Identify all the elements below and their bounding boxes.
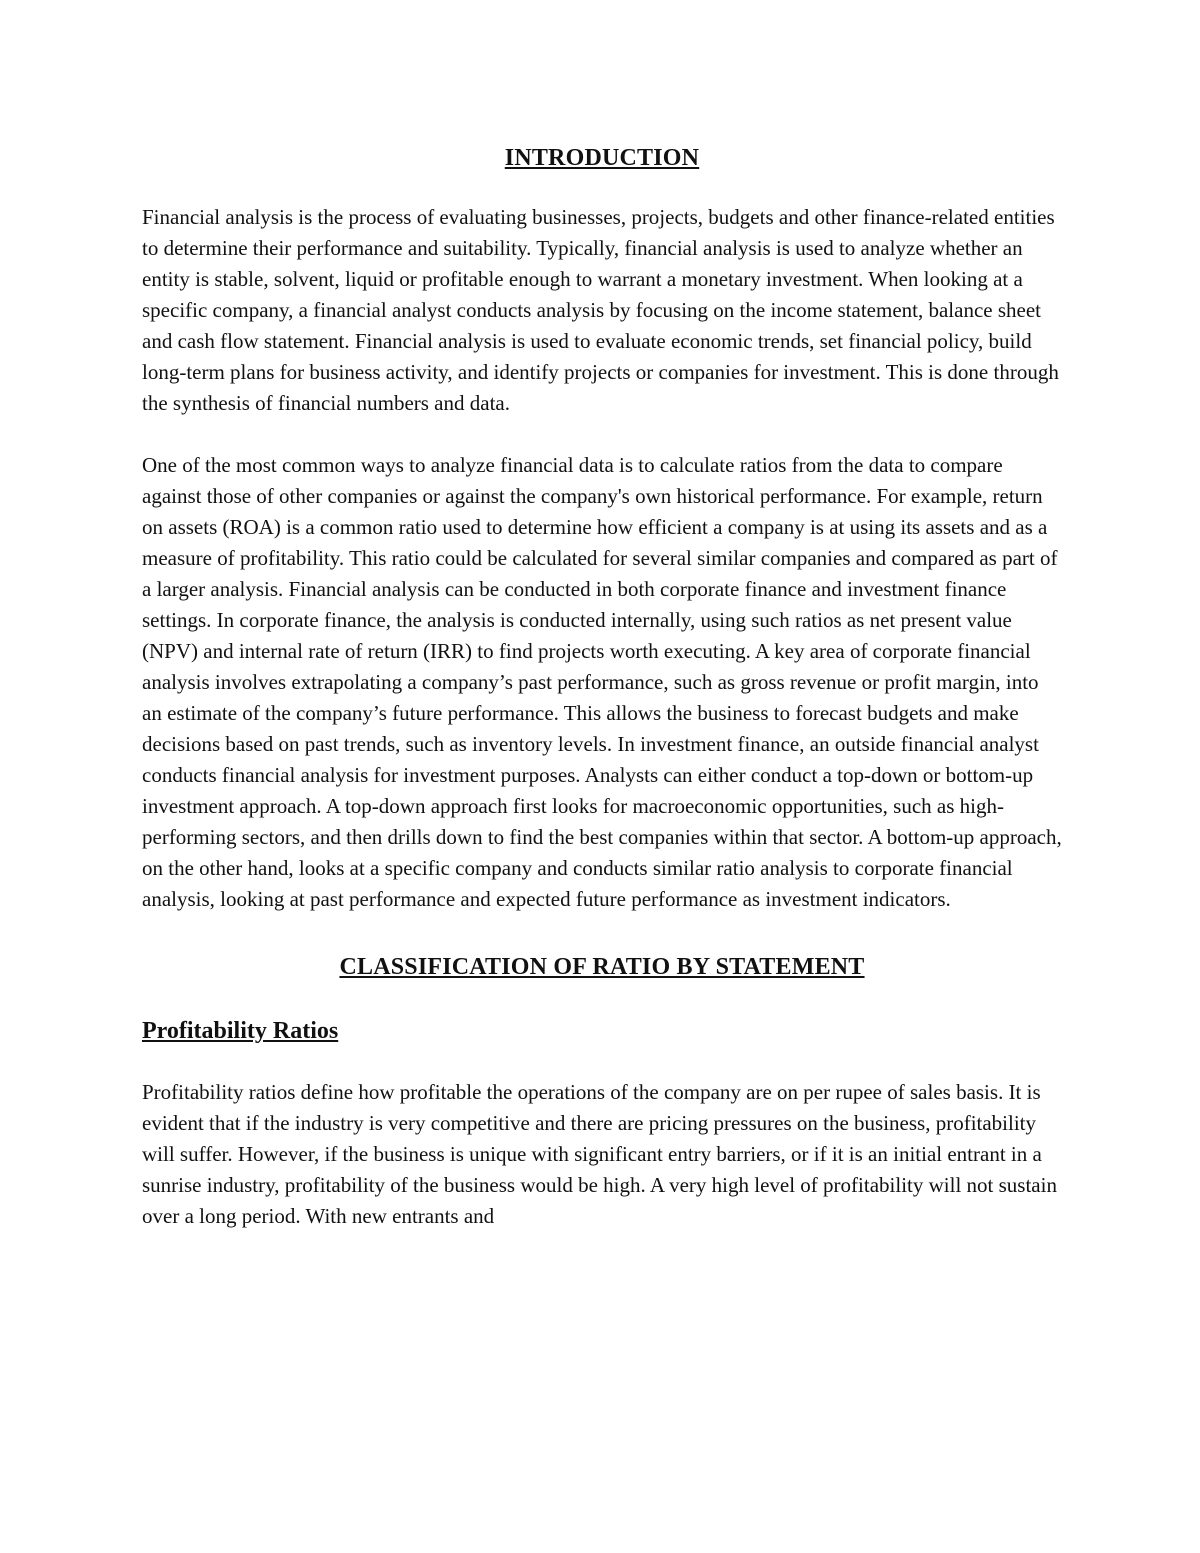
section-spacer bbox=[142, 915, 1062, 949]
introduction-heading: INTRODUCTION bbox=[504, 145, 700, 171]
introduction-paragraph-1: Financial analysis is the process of evaluating businesses, projects, budgets and other finance-related entities to determine their performance and suitability. Typically, financial analysis is used to analyze whether an entity is stable, solvent, liquid or profitable enough to warrant a monetary investment. When looking at a specific company, a financial analyst conducts analysis by focusing on the income statement, balance sheet and cash flow statement. Financial analysis is used to evaluate economic trends, set financial policy, build long-term plans for business activity, and identify projects or companies for investment. This is done through the synthesis of financial numbers and data. bbox=[142, 205, 1059, 415]
profitability-ratios-heading: Profitability Ratios bbox=[142, 1018, 339, 1044]
classification-heading: CLASSIFICATION OF RATIO BY STATEMENT bbox=[339, 954, 865, 980]
paragraph-spacer bbox=[142, 419, 1062, 450]
introduction-paragraph-2: One of the most common ways to analyze financial data is to calculate ratios from the data to compare against those of other companies or against the company's own historical performance. For example, return on assets (ROA) is a common ratio used to determine how efficient a company is at using its assets and as a measure of profitability. This ratio could be calculated for several similar companies and compared as part of a larger analysis. Financial analysis can be conducted in both corporate finance and investment finance settings. In corporate finance, the analysis is conducted internally, using such ratios as net present value (NPV) and internal rate of return (IRR) to find projects worth executing. A key area of corporate financial analysis involves extrapolating a company’s past performance, such as gross revenue or profit margin, into an estimate of the company’s future performance. This allows the business to forecast budgets and make decisions based on past trends, such as inventory levels. In investment finance, an outside financial analyst conducts financial analysis for investment purposes. Analysts can either conduct a top-down or bottom-up investment approach. A top-down approach first looks for macroeconomic opportunities, such as high-performing sectors, and then drills down to find the best companies within that sector. A bottom-up approach, on the other hand, looks at a specific company and conducts similar ratio analysis to corporate financial analysis, looking at past performance and expected future performance as investment indicators. bbox=[142, 453, 1062, 911]
document-body bbox=[142, 140, 1062, 1232]
profitability-paragraph: Profitability ratios define how profitable the operations of the company are on per rupee of sales basis. It is evident that if the industry is very competitive and there are pricing pressures on the business, profitability will suffer. However, if the business is unique with significant entry barriers, or if it is an initial entrant in a sunrise industry, profitability of the business would be high. A very high level of profitability will not sustain over a long period. With new entrants and bbox=[142, 1080, 1057, 1228]
